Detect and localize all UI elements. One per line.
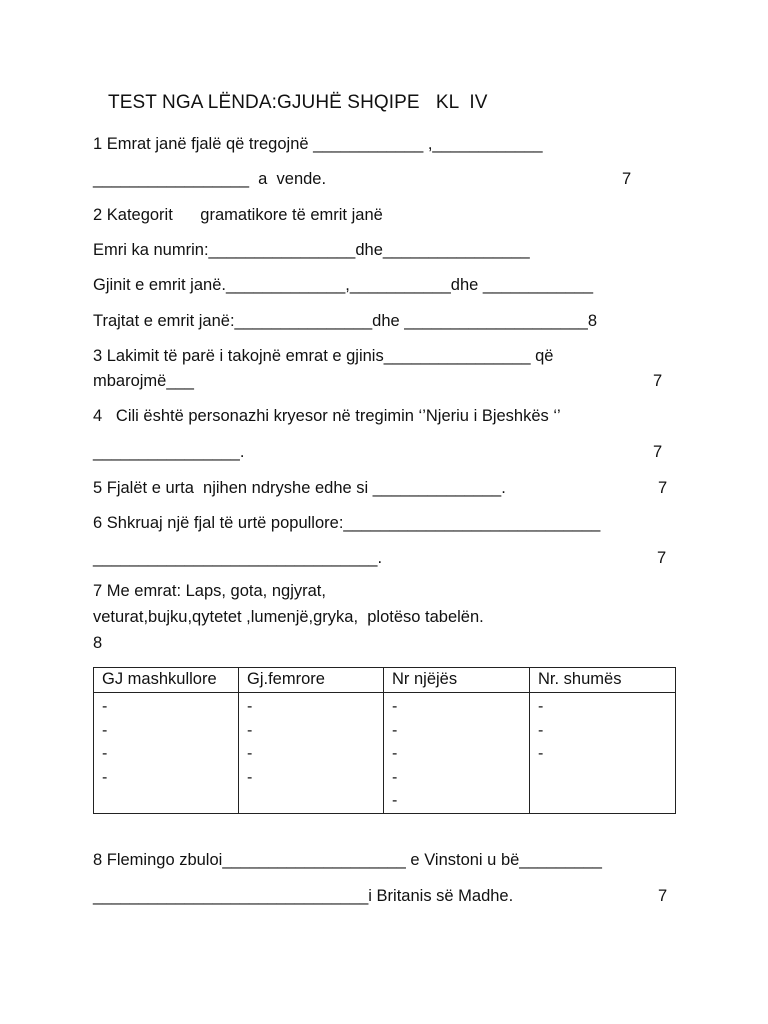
question-8-line-1: 8 Flemingo zbuloi____________________ e Vinstoni u bë_________ — [93, 851, 602, 869]
question-7-line-2: veturat,bujku,qytetet ,lumenjë,gryka, plotëso tabelën. — [93, 608, 484, 626]
question-2-line-2: Emri ka numrin:________________dhe________________ — [93, 241, 530, 259]
question-4-points: 7 — [653, 443, 663, 461]
table-header-gj-femrore: Gj.femrore — [239, 668, 384, 693]
answer-table — [93, 667, 676, 814]
dash-item: - — [102, 768, 108, 786]
table-cell-nr-shumes[interactable] — [530, 693, 676, 814]
dash-item: - — [247, 745, 253, 762]
question-3-line-1: 3 Lakimit të parë i takojnë emrat e gjinis________________ që — [93, 347, 554, 365]
question-8-line-2: ______________________________i Britanis së Madhe. — [93, 887, 514, 905]
question-6-line-2: _______________________________. — [93, 549, 383, 567]
dash-item: - — [538, 745, 544, 762]
table-header-row — [94, 668, 676, 693]
question-4-line-1: 4 Cili është personazhi kryesor në tregimin ‘’Njeriu i Bjeshkës ‘’ — [93, 407, 561, 425]
dash-item: - — [392, 698, 398, 715]
dash-item: - — [538, 721, 544, 739]
dash-item: - — [538, 698, 544, 715]
question-1-line-2: _________________ a vende. — [93, 170, 327, 188]
question-8-points: 7 — [658, 887, 668, 905]
dash-item: - — [392, 745, 398, 762]
table-header-nr-shumes: Nr. shumës — [530, 668, 676, 693]
dash-item: - — [247, 698, 253, 715]
dash-item: - — [102, 721, 108, 739]
question-6-points: 7 — [657, 549, 667, 567]
question-5-line-1: 5 Fjalët e urta njihen ndryshe edhe si ______________. — [93, 479, 506, 497]
table-header-gj-mashkullore: GJ mashkullore — [94, 668, 239, 693]
dash-item: - — [102, 745, 108, 762]
question-7-points: 8 — [93, 634, 103, 652]
table-cell-nr-njejes[interactable] — [384, 693, 530, 814]
dash-item: - — [392, 768, 398, 786]
dash-item: - — [392, 721, 398, 739]
question-1-points: 7 — [622, 170, 632, 188]
question-2-line-3: Gjinit e emrit janë._____________,___________dhe ____________ — [93, 276, 594, 294]
dash-item: - — [102, 698, 108, 715]
question-2-line-1: 2 Kategorit gramatikore të emrit janë — [93, 206, 383, 224]
question-6-line-1: 6 Shkruaj një fjal të urtë popullore:____________________________ — [93, 514, 601, 532]
dash-item: - — [392, 792, 398, 809]
dash-item: - — [247, 721, 253, 739]
question-3-line-2: mbarojmë___ — [93, 372, 194, 390]
question-7-line-1: 7 Me emrat: Laps, gota, ngjyrat, — [93, 582, 326, 600]
question-5-points: 7 — [658, 479, 668, 497]
question-1-line-1: 1 Emrat janë fjalë që tregojnë ____________ ,____________ — [93, 135, 543, 153]
table-header-nr-njejes: Nr njëjës — [384, 668, 530, 693]
page-title: TEST NGA LËNDA:GJUHË SHQIPE KL IV — [108, 92, 488, 113]
table-row — [94, 693, 676, 814]
question-3-points: 7 — [653, 372, 663, 390]
table-cell-gj-mashkullore[interactable] — [94, 693, 239, 814]
table-cell-gj-femrore[interactable] — [239, 693, 384, 814]
question-4-line-2: ________________. — [93, 443, 245, 461]
dash-item: - — [247, 768, 253, 786]
question-2-line-4: Trajtat e emrit janë:_______________dhe ____________________8 — [93, 312, 597, 330]
